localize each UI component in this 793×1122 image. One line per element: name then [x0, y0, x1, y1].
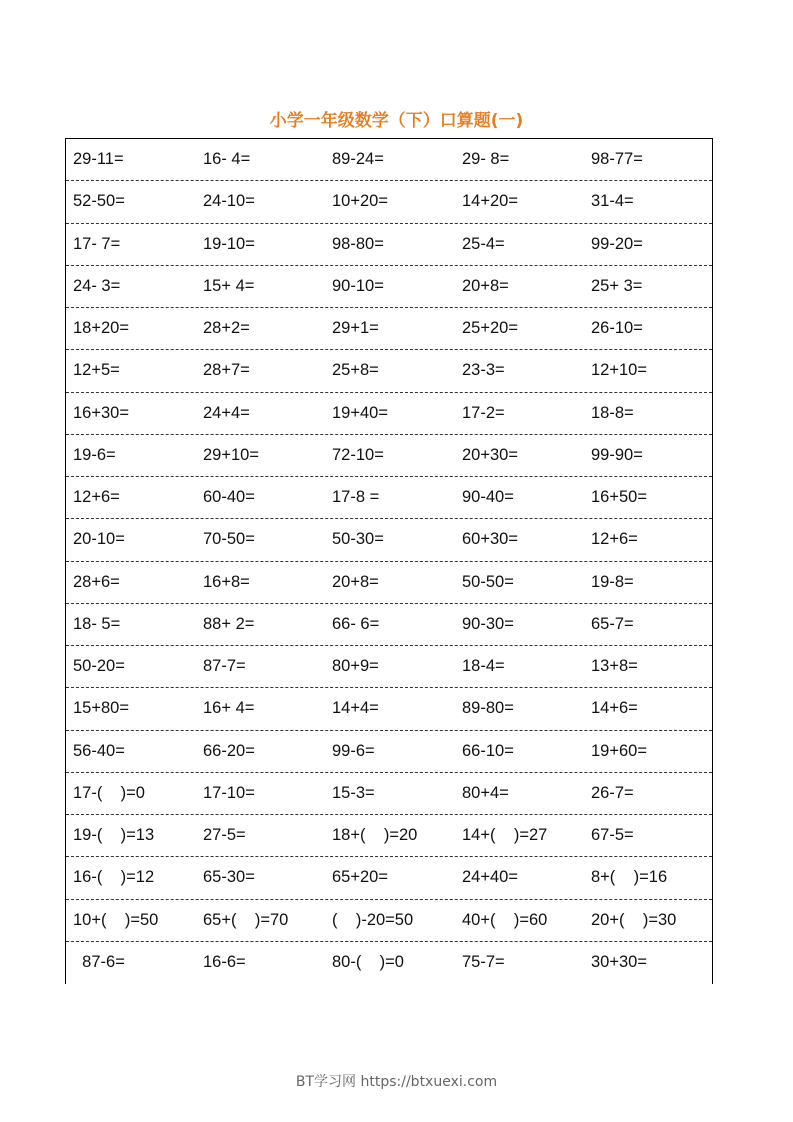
- math-problem: 19-( )=13: [73, 826, 155, 844]
- math-problem: 87-7=: [203, 657, 246, 675]
- table-row: [66, 646, 712, 688]
- worksheet-title: 小学一年级数学（下）口算题(一): [269, 111, 524, 131]
- math-problem: 50-30=: [332, 530, 384, 549]
- math-problem: 17-8 =: [332, 488, 380, 506]
- table-row: [66, 815, 712, 857]
- math-problem: 56-40=: [73, 741, 125, 760]
- table-row: [66, 477, 712, 519]
- math-problem: 19-8=: [591, 572, 634, 591]
- math-problem: 20+8=: [332, 572, 379, 591]
- math-problem: 99-20=: [591, 234, 643, 253]
- math-problem: 17- 7=: [73, 234, 121, 253]
- math-problem: 25-4=: [462, 234, 505, 253]
- math-problem: 28+7=: [203, 361, 250, 380]
- math-problem: 90-10=: [332, 276, 384, 295]
- math-problem: 65+20=: [332, 868, 388, 887]
- table-row: [66, 266, 712, 308]
- table-row: [66, 562, 712, 604]
- math-problem: 87-6=: [73, 952, 125, 971]
- table-row: [66, 393, 712, 435]
- math-problem: 65-30=: [203, 868, 255, 887]
- math-problem: 80+9=: [332, 657, 379, 675]
- math-problem: 90-30=: [462, 614, 514, 633]
- math-problem: 24+40=: [462, 868, 518, 887]
- math-problem: 8+( )=16: [591, 868, 668, 887]
- math-problem: 29- 8=: [462, 150, 510, 168]
- footer-watermark: BT学习网 https://btxuexi.com: [295, 1074, 498, 1090]
- math-problem: 18+20=: [73, 319, 129, 337]
- math-problem: 75-7=: [462, 952, 505, 971]
- math-problem: 88+ 2=: [203, 614, 255, 633]
- math-problem: 16-( )=12: [73, 868, 155, 887]
- table-row: [66, 139, 712, 181]
- math-problem: 67-5=: [591, 826, 634, 844]
- math-problem: 90-40=: [462, 488, 514, 506]
- math-problem: 50-20=: [73, 657, 125, 675]
- math-problem: 14+( )=27: [462, 826, 548, 844]
- math-problem: 72-10=: [332, 445, 384, 464]
- math-problem: 29-11=: [73, 150, 124, 168]
- math-problem: 31-4=: [591, 192, 634, 211]
- math-problem: 27-5=: [203, 826, 246, 844]
- math-problem: 16- 4=: [203, 150, 251, 168]
- math-problem: 19-6=: [73, 445, 116, 464]
- math-problem: 16-6=: [203, 952, 246, 971]
- math-problem: 14+20=: [462, 192, 518, 211]
- math-problem: 16+ 4=: [203, 699, 255, 718]
- math-problem: 20-10=: [73, 530, 125, 549]
- math-problem: 26-7=: [591, 783, 634, 802]
- math-problem: 50-50=: [462, 572, 514, 591]
- math-problem: 89-80=: [462, 699, 514, 718]
- math-problem: 99-90=: [591, 445, 643, 464]
- math-problem: 17-2=: [462, 403, 505, 422]
- math-problem: 19-10=: [203, 234, 255, 253]
- math-problem: 24-10=: [203, 192, 255, 211]
- math-problem: 20+30=: [462, 445, 518, 464]
- math-problem: 20+( )=30: [591, 910, 677, 929]
- math-problem: 10+20=: [332, 192, 388, 211]
- math-problem: 15-3=: [332, 783, 375, 802]
- math-problem: 80+4=: [462, 783, 509, 802]
- table-row: [66, 731, 712, 773]
- math-problem: 18- 5=: [73, 614, 121, 633]
- math-problem: 20+8=: [462, 276, 509, 295]
- math-problem: 15+ 4=: [203, 276, 255, 295]
- math-problem: 98-77=: [591, 150, 643, 168]
- math-problem: 29+10=: [203, 445, 259, 464]
- math-problem: 99-6=: [332, 741, 375, 760]
- math-problem: 80-( )=0: [332, 952, 404, 971]
- table-row: [66, 900, 712, 942]
- problem-table: [65, 138, 713, 984]
- math-problem: 25+20=: [462, 319, 518, 337]
- math-problem: 14+4=: [332, 699, 379, 718]
- math-problem: 14+6=: [591, 699, 638, 718]
- math-problem: 66-10=: [462, 741, 514, 760]
- math-problem: 65+( )=70: [203, 910, 289, 929]
- math-problem: 70-50=: [203, 530, 255, 549]
- math-problem: 10+( )=50: [73, 910, 159, 929]
- math-problem: 65-7=: [591, 614, 634, 633]
- table-row: [66, 435, 712, 477]
- table-row: [66, 773, 712, 815]
- table-row: [66, 519, 712, 561]
- math-problem: ( )-20=50: [332, 910, 414, 929]
- math-problem: 89-24=: [332, 150, 384, 168]
- table-row: [66, 224, 712, 266]
- math-problem: 28+6=: [73, 572, 120, 591]
- table-row: [66, 604, 712, 646]
- table-row: [66, 350, 712, 392]
- math-problem: 24- 3=: [73, 276, 121, 295]
- math-problem: 12+5=: [73, 361, 120, 380]
- math-problem: 13+8=: [591, 657, 638, 675]
- math-problem: 17-10=: [203, 783, 255, 802]
- math-problem: 17-( )=0: [73, 783, 145, 802]
- math-problem: 18-8=: [591, 403, 634, 422]
- math-problem: 15+80=: [73, 699, 129, 718]
- math-problem: 16+8=: [203, 572, 250, 591]
- table-row: [66, 181, 712, 223]
- math-problem: 29+1=: [332, 319, 379, 337]
- table-row: [66, 688, 712, 730]
- table-row: [66, 857, 712, 899]
- math-problem: 12+10=: [591, 361, 647, 380]
- math-problem: 60-40=: [203, 488, 255, 506]
- table-row: [66, 942, 712, 984]
- math-problem: 16+50=: [591, 488, 647, 506]
- math-problem: 18+( )=20: [332, 826, 418, 844]
- math-problem: 19+60=: [591, 741, 647, 760]
- math-problem: 66-20=: [203, 741, 255, 760]
- math-problem: 28+2=: [203, 319, 250, 337]
- math-problem: 66- 6=: [332, 614, 380, 633]
- math-problem: 12+6=: [591, 530, 638, 549]
- math-problem: 23-3=: [462, 361, 505, 380]
- math-problem: 52-50=: [73, 192, 125, 211]
- math-problem: 19+40=: [332, 403, 388, 422]
- math-problem: 26-10=: [591, 319, 643, 337]
- math-problem: 24+4=: [203, 403, 250, 422]
- math-problem: 98-80=: [332, 234, 384, 253]
- math-problem: 18-4=: [462, 657, 505, 675]
- table-row: [66, 308, 712, 350]
- math-problem: 12+6=: [73, 488, 120, 506]
- math-problem: 25+ 3=: [591, 276, 643, 295]
- math-problem: 25+8=: [332, 361, 379, 380]
- math-problem: 40+( )=60: [462, 910, 548, 929]
- math-problem: 60+30=: [462, 530, 518, 549]
- math-problem: 30+30=: [591, 952, 647, 971]
- math-problem: 16+30=: [73, 403, 129, 422]
